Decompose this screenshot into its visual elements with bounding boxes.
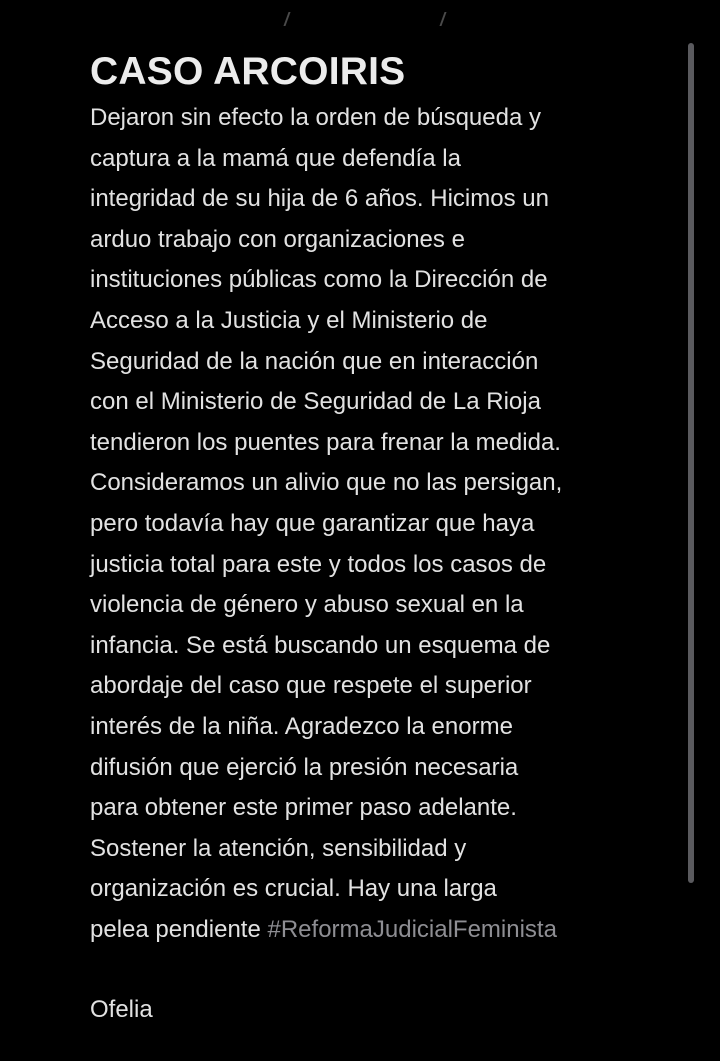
body-line: Seguridad de la nación que en interacción [90,347,539,375]
body-line: Acceso a la Justicia y el Ministerio de [90,306,488,334]
body-line: arduo trabajo con organizaciones e [90,225,465,253]
body-line: difusión que ejerció la presión necesaria [90,753,519,781]
paragraph-gap [90,950,670,990]
hashtag-link[interactable]: #ReformaJudicialFeminista [267,915,557,943]
last-line-text: pelea pendiente [90,915,268,943]
scrollbar[interactable] [688,43,694,883]
body-line: Consideramos un alivio que no las persigan, [90,469,563,497]
body-line: organización es crucial. Hay una larga [90,875,497,903]
body-line: integridad de su hija de 6 años. Hicimos un [90,185,549,213]
body-line: justicia total para este y todos los casos de [90,550,547,578]
body-line: Sostener la atención, sensibilidad y [90,834,467,862]
note-body [90,98,670,950]
body-line: captura a la mamá que defendía la [90,144,461,172]
body-line: para obtener este primer paso adelante. [90,794,517,822]
body-line: pero todavía hay que garantizar que haya [90,509,535,537]
body-line: abordaje del caso que respete el superior [90,672,532,700]
body-line: Dejaron sin efecto la orden de búsqueda y [90,104,541,131]
body-line: con el Ministerio de Seguridad de La Rioja [90,388,541,416]
cropped-glyph [283,12,295,26]
note-title: CASO ARCOIRIS [90,50,406,93]
body-line: tendieron los puentes para frenar la medida. [90,428,561,456]
body-line: infancia. Se está buscando un esquema de [90,631,551,659]
signature: Ofelia [90,996,153,1024]
body-line: interés de la niña. Agradezco la enorme [90,712,513,740]
body-line-last [90,910,670,951]
body-line: violencia de género y abuso sexual en la [90,591,524,619]
cropped-glyph [439,12,451,26]
note-content [90,48,670,1030]
body-line: instituciones públicas como la Dirección de [90,266,548,294]
